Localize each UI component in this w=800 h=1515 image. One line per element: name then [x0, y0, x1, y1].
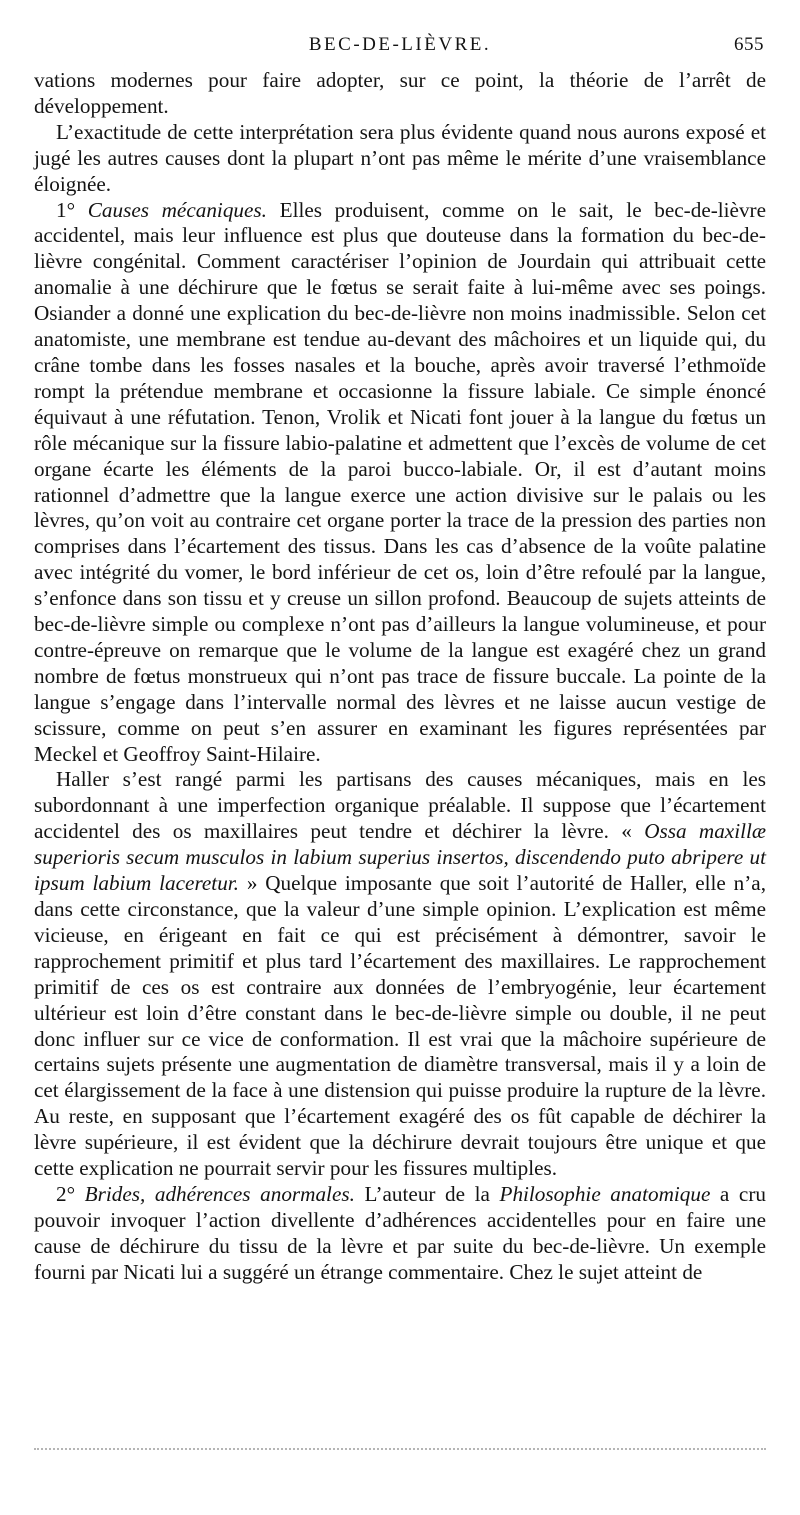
- text-run: 1°: [56, 197, 88, 222]
- page-bottom-rule: [34, 1448, 766, 1450]
- paragraph: [34, 767, 766, 1182]
- text-run: L’auteur de la: [354, 1181, 500, 1206]
- paragraph: [34, 68, 766, 120]
- paragraph: [34, 1182, 766, 1286]
- paragraph: [34, 120, 766, 198]
- italic-text: Brides, adhérences anormales.: [84, 1181, 355, 1206]
- book-page: [34, 28, 766, 1286]
- italic-text: Causes mécaniques.: [87, 197, 267, 222]
- page-number: 655: [734, 34, 764, 55]
- paragraph: [34, 198, 766, 768]
- text-run: vations modernes pour faire adopter, sur ce point, la théorie de l’arrêt de développement.: [34, 68, 766, 118]
- text-run: Elles produisent, comme on le sait, le bec-de-lièvre accidentel, mais leur influence est plus que douteuse dans la formation du bec-de-lièvre congénital. Comment caractériser l’opinion de Jourdain qui attribuait cette anomalie à une déchirure que le fœtus se serait faite à lui-même avec ses poings. Osiander a donné une explication du bec-de-lièvre non moins inadmissible. Selon cet anatomiste, une membrane est tendue au-devant des mâchoires et un liquide qui, du crâne tombe dans les fosses nasales et la bouche, après avoir traversé l’ethmoïde rompt la prétendue membrane et occasionne la fissure labiale. Ce simple énoncé équivaut à une réfutation. Tenon, Vrolik et Nicati font jouer à la langue du fœtus un rôle mécanique sur la fissure labio-palatine et admettent que l’excès de volume de cet organe écarte les éléments de la paroi bucco-labiale. Or, il est d’autant moins rationnel d’admettre que la langue exerce une action divisive sur le palais ou les lèvres, qu’on voit au contraire cet organe porter la trace de la pression des parties non comprises dans l’écartement des tissus. Dans les cas d’absence de la voûte palatine avec intégrité du vomer, le bord inférieur de cet os, loin d’être refoulé par la langue, s’enfonce dans son tissu et y creuse un sillon profond. Beaucoup de sujets atteints de bec-de-lièvre simple ou complexe n’ont pas d’ailleurs la langue volumineuse, et pour contre-épreuve on remarque que le volume de la langue est exagéré chez un grand nombre de fœtus monstrueux qui n’ont pas trace de fissure buccale. La pointe de la langue s’engage dans l’intervalle normal des lèvres et ne laisse aucun vestige de scissure, comme on peut s’en assurer en examinant les figures représentées par Meckel et Geoffroy Saint-Hilaire.: [34, 197, 767, 766]
- text-run: Haller s’est rangé parmi les partisans des causes mécaniques, mais en les subordonnant à une imperfection organique préalable. Il suppose que l’écartement accidentel des os maxillaires peut tendre et déchirer la lèvre. «: [34, 767, 766, 844]
- text-run: 2°: [56, 1181, 85, 1206]
- running-head: [34, 28, 766, 68]
- running-title: BEC-DE-LIÈVRE.: [308, 34, 492, 55]
- body-text: [34, 68, 766, 1286]
- italic-text: Philosophie anatomique: [499, 1181, 711, 1206]
- text-run: L’exactitude de cette interprétation sera plus évidente quand nous aurons exposé et jugé les autres causes dont la plupart n’ont pas même le mérite d’une vraisemblance éloignée.: [34, 119, 766, 196]
- italic-text: Ossa maxillæ superioris secum musculos in labium superius insertos, discendendo puto abripere ut ipsum labium laceretur.: [34, 819, 766, 896]
- text-run: » Quelque imposante que soit l’autorité de Haller, elle n’a, dans cette circonstance, que la valeur d’une simple opinion. L’explication est même vicieuse, en érigeant en fait ce qui est précisément à démontrer, savoir le rapprochement primitif et plus tard l’écartement des maxillaires. Le rapprochement primitif de ces os est contraire aux données de l’embryogénie, leur écartement ultérieur est loin d’être constant dans le bec-de-lièvre simple ou double, il ne peut donc influer sur ce vice de conformation. Il est vrai que la mâchoire supérieure de certains sujets présente une augmentation de diamètre transversal, mais il y a loin de cet élargissement de la face à une distension qui puisse produire la rupture de la lèvre. Au reste, en supposant que l’écartement exagéré des os fût capable de déchirer la lèvre supérieure, il est évident que la déchirure devrait toujours être unique et que cette explication ne pourrait servir pour les fissures multiples.: [34, 871, 766, 1181]
- text-run: a cru pouvoir invoquer l’action divellente d’adhérences accidentelles pour en faire une cause de déchirure du tissu de la lèvre et par suite du bec-de-lièvre. Un exemple fourni par Nicati lui a suggéré un étrange commentaire. Chez le sujet atteint de: [34, 1181, 766, 1284]
